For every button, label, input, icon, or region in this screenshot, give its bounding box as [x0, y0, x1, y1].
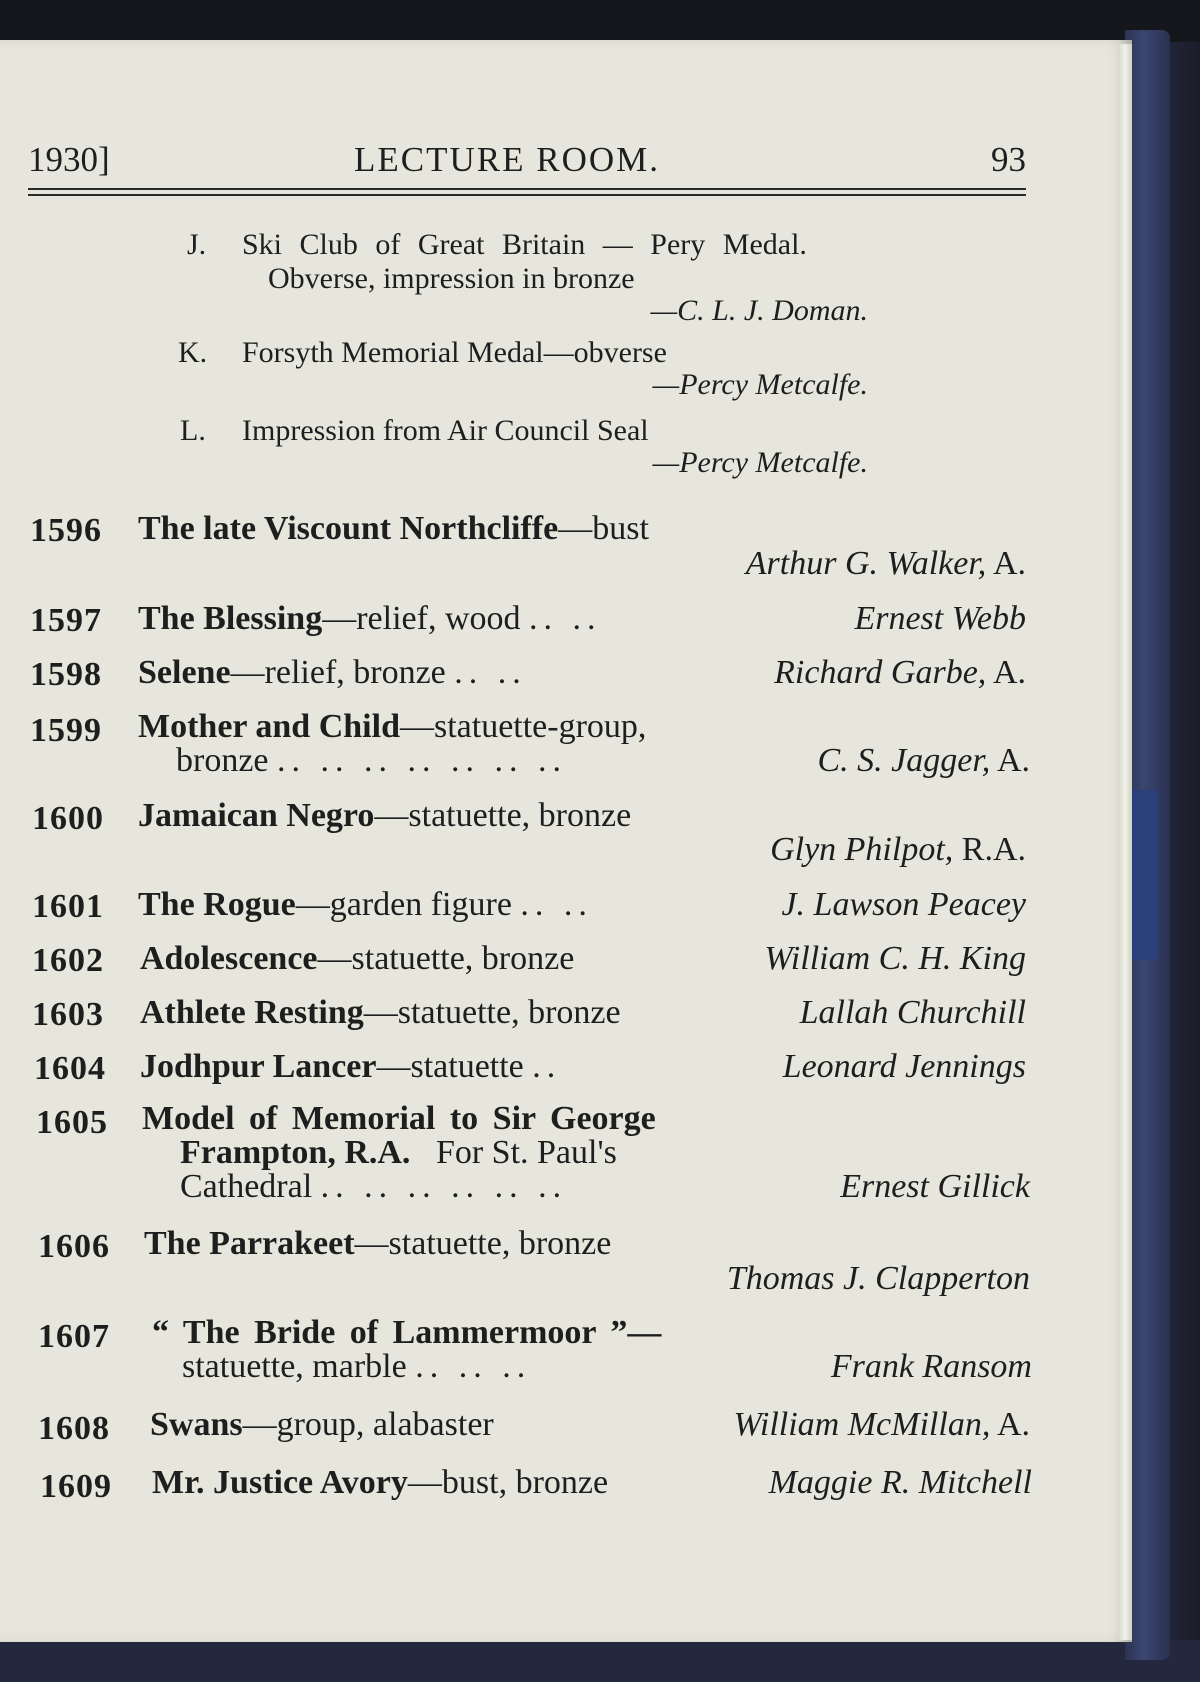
leader-dots: .. .. [454, 654, 527, 691]
entry-title [140, 1048, 561, 1086]
entry-artist: Thomas J. Clapperton [726, 1260, 1030, 1297]
entry-artist: Leonard Jennings [782, 1048, 1026, 1085]
entry-title-bold: Adolescence [140, 940, 318, 977]
entry-title-bold: Frampton, R.A. [180, 1134, 411, 1171]
artist-name: Arthur G. Walker, [745, 545, 987, 582]
leader-dots: .. .. [520, 886, 593, 923]
sub-entry-letter: L. [180, 414, 206, 447]
leader-dots: .. [532, 1048, 562, 1085]
entry-number: 1599 [30, 712, 102, 749]
entry-artist [640, 1406, 1030, 1444]
entry-artist: Lallah Churchill [799, 994, 1026, 1031]
entry-number: 1609 [40, 1468, 112, 1505]
entry-artist [740, 742, 1030, 780]
entry-medium: —group, alabaster [242, 1406, 494, 1443]
sub-entry-letter: K. [178, 336, 208, 369]
sub-entry-title: Impression from Air Council Seal [242, 414, 649, 447]
page-edge [1118, 44, 1132, 1640]
artist-name: Glyn Philpot, [770, 831, 954, 868]
entry-title [152, 1464, 608, 1502]
artist-name: Richard Garbe, [774, 654, 987, 691]
sub-entry-letter: J. [187, 228, 207, 261]
entry-title-bold: Mother and Child [138, 708, 400, 745]
entry-title [152, 1314, 661, 1352]
entry-number: 1608 [38, 1410, 110, 1447]
entry-number: 1605 [36, 1104, 108, 1141]
entry-medium: —garden figure [295, 886, 512, 923]
cover-bottom-band [0, 1640, 1200, 1682]
entry-medium: —statuette [376, 1048, 524, 1085]
entry-title-bold: “ The Bride of Lammermoor ”— [152, 1314, 662, 1351]
entry-medium: —statuette, bronze [374, 797, 632, 834]
entry-artist [680, 654, 1026, 692]
entry-title-line2 [182, 1348, 531, 1386]
sub-entry-artist: —Percy Metcalfe. [652, 368, 868, 401]
entry-number: 1597 [30, 602, 102, 639]
entry-number: 1596 [30, 512, 102, 549]
entry-title-bold: Selene [138, 654, 231, 691]
entry-medium: statuette, marble [182, 1348, 407, 1385]
entry-number: 1603 [32, 996, 104, 1033]
entry-medium: —relief, wood [322, 600, 521, 637]
leader-dots: .. .. .. [415, 1348, 532, 1385]
section-title: LECTURE ROOM. [354, 140, 660, 179]
entry-title [138, 797, 631, 835]
entry-title [150, 1406, 494, 1444]
entry-medium: —bust [558, 510, 649, 547]
entry-title-bold: The Rogue [138, 886, 296, 923]
entry-title-bold: Mr. Justice Avory [152, 1464, 408, 1501]
header-rule [28, 194, 1026, 196]
entry-number: 1598 [30, 656, 102, 693]
entry-artist: J. Lawson Peacey [781, 886, 1026, 923]
artist-suffix: A. [992, 545, 1026, 582]
entry-number: 1600 [32, 800, 104, 837]
entry-medium: —relief, bronze [230, 654, 446, 691]
cover-top-band [0, 0, 1200, 42]
entry-medium: Cathedral [180, 1168, 313, 1205]
ribbon-bookmark [1128, 790, 1158, 960]
sub-entry-artist: —Percy Metcalfe. [652, 446, 868, 479]
artist-suffix: A. [992, 654, 1026, 691]
entry-artist: William C. H. King [764, 940, 1026, 977]
entry-artist: Ernest Webb [854, 600, 1026, 637]
entry-medium: —statuette, bronze [317, 940, 575, 977]
entry-medium: For St. Paul's [435, 1134, 617, 1171]
entry-medium: —bust, bronze [407, 1464, 609, 1501]
entry-medium: —statuette, bronze [354, 1225, 612, 1262]
entry-title-bold: The Parrakeet [144, 1225, 355, 1262]
entry-title-bold: Athlete Resting [140, 994, 364, 1031]
entry-medium: —statuette-group, [399, 708, 647, 745]
entry-title [140, 994, 621, 1032]
entry-title-bold: Swans [150, 1406, 243, 1443]
entry-title-bold: Jamaican Negro [138, 797, 375, 834]
leader-dots: .. .. .. .. .. .. [320, 1168, 568, 1205]
entry-medium: —statuette, bronze [363, 994, 621, 1031]
entry-medium: bronze [176, 742, 269, 779]
header-year: 1930] [28, 140, 110, 179]
entry-number: 1607 [38, 1318, 110, 1355]
entry-title-bold: The Blessing [138, 600, 323, 637]
entry-title-line3 [180, 1168, 567, 1206]
entry-artist [620, 831, 1026, 869]
entry-title [142, 1100, 656, 1138]
entry-title [138, 600, 602, 638]
running-header [28, 140, 1026, 190]
header-rule [28, 188, 1026, 190]
artist-suffix: A. [996, 742, 1030, 779]
entry-title [144, 1225, 611, 1263]
leader-dots: .. .. .. .. .. .. .. [277, 742, 568, 779]
page-number: 93 [991, 140, 1026, 179]
entry-artist [520, 545, 1026, 583]
entry-title-line2 [176, 742, 567, 780]
sub-entry-title: Ski Club of Great Britain — Pery Medal. [242, 228, 807, 261]
sub-entry-title: Obverse, impression in bronze [268, 262, 635, 295]
artist-name: William McMillan, [733, 1406, 991, 1443]
entry-title [138, 510, 649, 548]
artist-suffix: A. [996, 1406, 1030, 1443]
entry-title [138, 654, 527, 692]
entry-title-line2 [180, 1134, 617, 1172]
entry-number: 1604 [34, 1050, 106, 1087]
entry-artist: Frank Ransom [830, 1348, 1032, 1385]
entry-title [138, 886, 593, 924]
sub-entry-artist: —C. L. J. Doman. [650, 294, 868, 327]
entry-title [140, 940, 574, 978]
entry-title-bold: Jodhpur Lancer [140, 1048, 377, 1085]
leader-dots: .. .. [529, 600, 602, 637]
entry-number: 1602 [32, 942, 104, 979]
entry-title [138, 708, 646, 746]
entry-artist: Ernest Gillick [840, 1168, 1030, 1205]
artist-name: C. S. Jagger, [817, 742, 991, 779]
entry-title-bold: Model of Memorial to Sir George [142, 1100, 656, 1137]
artist-suffix: R.A. [961, 831, 1026, 868]
entry-artist: Maggie R. Mitchell [768, 1464, 1032, 1501]
entry-title-bold: The late Viscount Northcliffe [138, 510, 559, 547]
sub-entry-title: Forsyth Memorial Medal—obverse [242, 336, 667, 369]
entry-number: 1606 [38, 1228, 110, 1265]
entry-number: 1601 [32, 888, 104, 925]
